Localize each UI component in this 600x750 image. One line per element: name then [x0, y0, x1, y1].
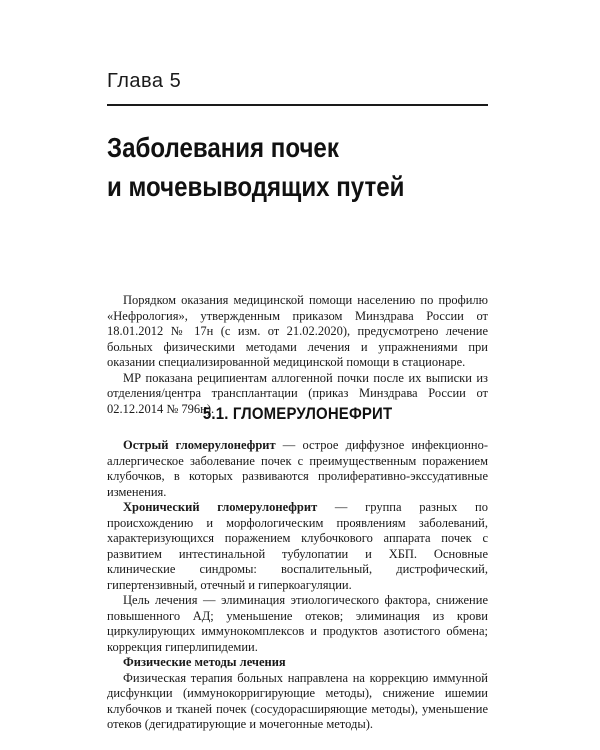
- chronic-paragraph: [107, 500, 488, 593]
- chapter-title-line-1: Заболевания почек: [107, 132, 339, 163]
- goal-paragraph: Цель лечения — элиминация этиологического фактора, снижение повышенного АД; уменьшение отеков; элиминация из крови циркулирующих иммунокомплексов и продуктов азотистого обмена; коррекция гиперлипидемии.: [107, 593, 488, 654]
- section-heading-text: 5.1. ГЛОМЕРУЛОНЕФРИТ: [202, 404, 393, 423]
- term-chronic: Хронический гломерулонефрит: [123, 500, 318, 514]
- term-acute: Острый гломерулонефрит: [123, 438, 276, 452]
- chapter-title: [107, 128, 451, 206]
- methods-paragraph: Физическая терапия больных направлена на коррекцию иммунной дисфункции (иммунокорригирующие методы), снижение ишемии клубочков и тканей почек (сосудорасширяющие методы), уменьшение отеков (дегидратирующие и мочегонные методы).: [107, 670, 488, 731]
- chronic-definition: — группа разных по происхождению и морфологическим проявлениям заболеваний, характеризующихся поражением клубочкового аппарата почек с развитием интестинальной тубулопатии и ХБП. Основные клинические синдромы: воспалительный, дистрофический, гипертензивный, отечный и гиперкоагуляции.: [107, 500, 488, 592]
- acute-definition: — острое диффузное инфекционно-аллергическое заболевание почек с преимущественным поражением клубочков, в которых развиваются пролиферативно-экссудативные изменения.: [107, 438, 488, 499]
- methods-subheading: Физические методы лечения: [123, 655, 286, 669]
- chapter-title-line-2: и мочевыводящих путей: [107, 171, 405, 202]
- acute-paragraph: [107, 438, 488, 500]
- intro-paragraph: Порядком оказания медицинской помощи населению по профилю «Нефрология», утвержденным приказом Минздрава России от 18.01.2012 № 17н (с изм. от 21.02.2020), предусмотрено лечение больных физическими методами лечения и упражнениями при оказании специализированной медицинской помощи в стационаре.: [107, 293, 488, 369]
- chapter-divider: [107, 104, 488, 106]
- section-heading: [107, 404, 488, 424]
- intro-text: [107, 293, 488, 417]
- intro-paragraph: МР показана реципиентам аллогенной почки после их выписки из отделения/центра трансплантации (приказ Минздрава России от 02.12.2014 № 796н).: [107, 370, 488, 416]
- section-body: [107, 438, 488, 733]
- chapter-label: Глава 5: [107, 70, 182, 92]
